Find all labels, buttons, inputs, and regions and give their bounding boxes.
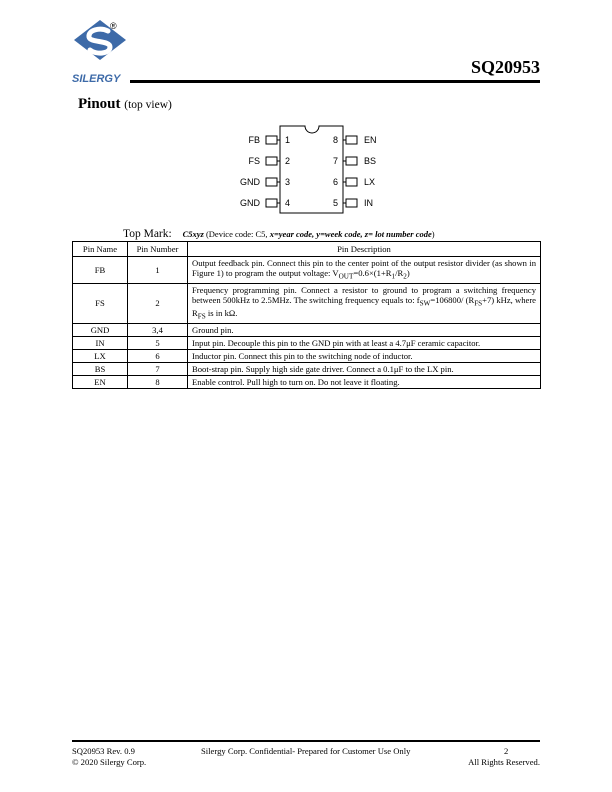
pin-label-left: GND [240,177,260,187]
pin-pad-right [346,178,357,186]
pin-number-left: 1 [285,135,291,145]
table-header-row [73,242,541,257]
logo-wordmark: SILERGY [72,73,121,85]
table-row [73,363,541,376]
pin-number-cell: 2 [128,283,188,323]
top-mark-label: Top Mark: [123,228,172,240]
pin-label-left: GND [240,198,260,208]
pin-pad-left [266,157,277,165]
pin-description-cell: Boot-strap pin. Supply high side gate driver. Connect a 0.1μF to the LX pin. [188,363,541,376]
top-mark [123,228,435,240]
pinout-diagram [230,120,390,220]
pin-number-cell: 6 [128,350,188,363]
pin-label-right: EN [364,135,377,145]
pin-pad-left [266,178,277,186]
section-title [78,96,172,113]
pin-description-cell: Enable control. Pull high to turn on. Do not leave it floating. [188,376,541,389]
table-row [73,337,541,350]
top-mark-text3: ) [431,229,435,239]
pin-name-cell: GND [73,324,128,337]
header-rule [130,80,540,83]
table-row [73,324,541,337]
header-pin-number: Pin Number [128,242,188,257]
top-mark-text1: (Device code: C5, [203,229,270,239]
pin-number-left: 2 [285,156,291,166]
header-pin-description: Pin Description [188,242,541,257]
pin-name-cell: FB [73,257,128,284]
pin-number-right: 5 [332,198,338,208]
pin-description-cell: Frequency programming pin. Connect a resistor to ground to program a switching frequency between 500kHz to 2.5MHz. The switching frequency equals to: $f_{SW}=106800/$ $(R_{FS}+7)$ kHz, where $R_{FS}$ is in kΩ. [188,283,541,323]
pin-label-right: IN [364,198,373,208]
pin-number-left: 4 [285,198,291,208]
pin-pad-left [266,199,277,207]
pin-pad-right [346,136,357,144]
footer-rule [72,740,540,742]
footer-rights: All Rights Reserved. [468,757,540,767]
header-pin-name: Pin Name [73,242,128,257]
pin-number-left: 3 [285,177,291,187]
pin-number-right: 8 [332,135,338,145]
top-mark-text2: x=year code, y=week code, z= lot number code [269,229,432,239]
pin-name-cell: LX [73,350,128,363]
footer-confidential: Silergy Corp. Confidential- Prepared for Customer Use Only [201,746,411,756]
pin-description-cell: Input pin. Decouple this pin to the GND pin with at least a 4.7μF ceramic capacitor. [188,337,541,350]
pin-label-left: FB [248,135,260,145]
pin-number-cell: 8 [128,376,188,389]
pin-label-left: FS [248,156,260,166]
pin-number-right: 6 [332,177,338,187]
pin-number-cell: 1 [128,257,188,284]
table-row [73,376,541,389]
pin-label-right: BS [364,156,377,166]
registered-mark: ® [110,21,117,31]
pin-number-cell: 5 [128,337,188,350]
pin-name-cell: EN [73,376,128,389]
pin-number-cell: 3,4 [128,324,188,337]
table-row [73,350,541,363]
section-subtitle: (top view) [124,99,172,111]
pin-pad-left [266,136,277,144]
pin-number-cell: 7 [128,363,188,376]
silergy-logo [70,18,130,88]
section-title-text: Pinout [78,96,121,112]
footer-revision: SQ20953 Rev. 0.9 [72,746,135,756]
pin-pad-right [346,199,357,207]
pin-description-cell: Inductor pin. Connect this pin to the switching node of inductor. [188,350,541,363]
pin-description-cell: Ground pin. [188,324,541,337]
footer-copyright: © 2020 Silergy Corp. [72,757,147,767]
pin-description-cell: Output feedback pin. Connect this pin to the center point of the output resistor divider (as shown in Figure 1) to program the output voltage: $V_{OUT}=0.6\times(1+R_1/R_2)$ [188,257,541,284]
top-mark-code: C5xyz [182,229,204,239]
pin-label-right: LX [364,177,376,187]
pin-name-cell: BS [73,363,128,376]
pin-number-right: 7 [332,156,338,166]
pin-name-cell: IN [73,337,128,350]
pin-description-table [72,241,541,389]
pin-pad-right [346,157,357,165]
footer-page-number: 2 [504,746,509,756]
table-row [73,257,541,284]
pin-name-cell: FS [73,283,128,323]
part-number: SQ20953 [470,57,540,77]
table-row [73,283,541,323]
